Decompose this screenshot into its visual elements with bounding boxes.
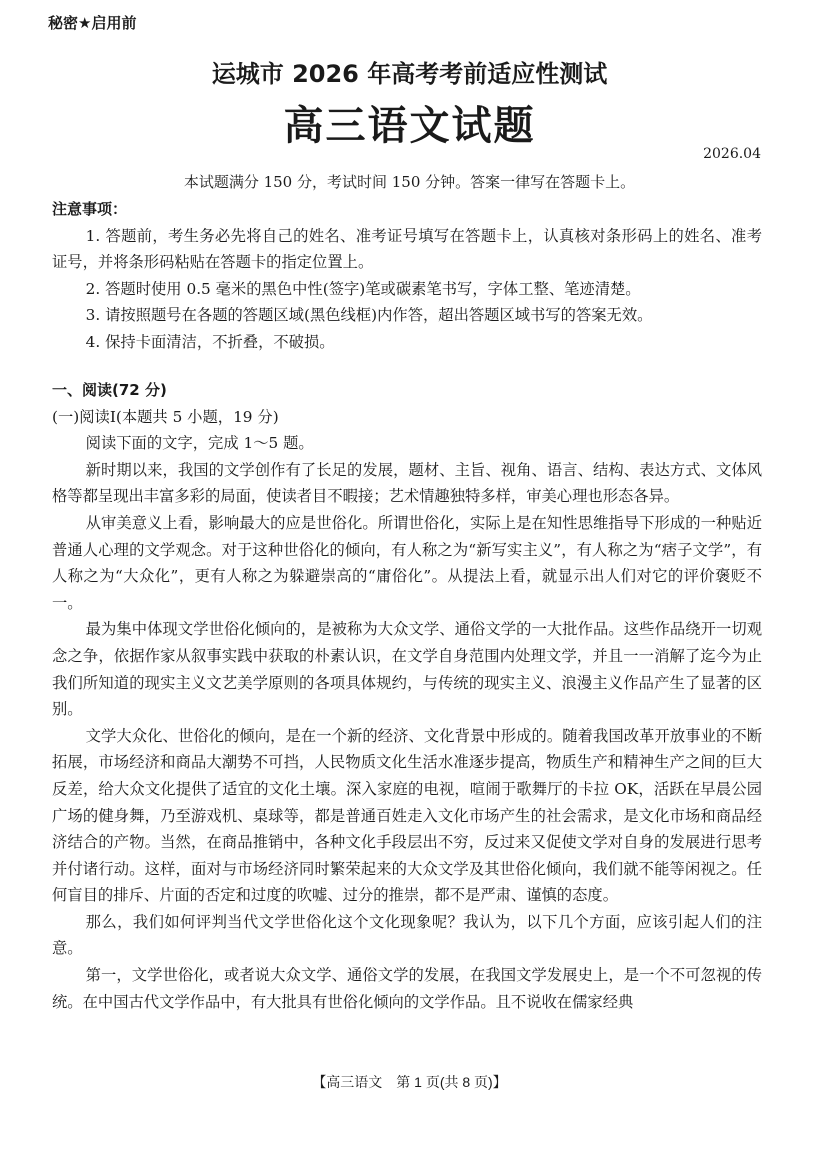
reading-section xyxy=(52,377,762,1015)
note-item: 4. 保持卡面清洁，不折叠，不破损。 xyxy=(85,332,335,351)
exam-title: 运城市 2026 年高考考前适应性测试 xyxy=(211,60,608,88)
exam-date: 2026.04 xyxy=(703,146,761,162)
note-item: 2. 答题时使用 0.5 毫米的黑色中性(签字)笔或碳素笔书写，字体工整、笔迹清楚。 xyxy=(85,279,641,298)
passage-paragraph: 第一，文学世俗化，或者说大众文学、通俗文学的发展，在我国文学发展史上，是一个不可忽视的传统。在中国古代文学作品中，有大批具有世俗化倾向的文学作品。且不说收在儒家经典 xyxy=(52,966,762,1011)
section-instruction: 阅读下面的文字，完成 1～5 题。 xyxy=(85,434,314,453)
notes-section xyxy=(52,196,762,356)
confidential-label: 秘密★启用前 xyxy=(48,14,137,32)
passage-paragraph: 新时期以来，我国的文学创作有了长足的发展，题材、主旨、视角、语言、结构、表达方式、文体风格等都呈现出丰富多彩的局面，使读者目不暇接；艺术情趣独特多样，审美心理也形态各异。 xyxy=(52,460,762,506)
note-item: 3. 请按照题号在各题的答题区域(黑色线框)内作答，超出答题区域书写的答案无效。 xyxy=(85,306,653,325)
passage-paragraph: 那么，我们如何评判当代文学世俗化这个文化现象呢？我认为，以下几个方面，应该引起人们的注意。 xyxy=(52,912,762,958)
passage-paragraph: 从审美意义上看，影响最大的应是世俗化。所谓世俗化，实际上是在知性思维指导下形成的一种贴近普通人心理的文学观念。对于这种世俗化的倾向，有人称之为“新写实主义”，有人称之为“痞子文学”，有人称之为“大众化”，更有人称之为躲避崇高的“庸俗化”。从提法上看，就显示出人们对它的评价褒贬不一。 xyxy=(52,513,762,612)
exam-intro: 本试题满分 150 分，考试时间 150 分钟。答案一律写在答题卡上。 xyxy=(183,173,636,191)
page-footer: 【高三语文 第 1 页(共 8 页)】 xyxy=(312,1074,507,1090)
passage-paragraph: 最为集中体现文学世俗化倾向的，是被称为大众文学、通俗文学的一大批作品。这些作品绕开一切观念之争，依据作家从叙事实践中获取的朴素认识，在文学自身范围内处理文学，并且一一消解了迄今为止我们所知道的现实主义文艺美学原则的各项具体规约，与传统的现实主义、浪漫主义作品产生了显著的区别。 xyxy=(52,620,762,719)
notes-heading: 注意事项： xyxy=(52,200,128,218)
section-title: 一、阅读(72 分) xyxy=(52,381,167,399)
section-subtitle: (一)阅读Ⅰ(本题共 5 小题，19 分) xyxy=(52,407,279,426)
note-item: 1. 答题前，考生务必先将自己的姓名、准考证号填写在答题卡上，认真核对条形码上的姓名、准考证号，并将条形码粘贴在答题卡的指定位置上。 xyxy=(52,226,762,272)
passage-paragraph: 文学大众化、世俗化的倾向，是在一个新的经济、文化背景中形成的。随着我国改革开放事业的不断拓展，市场经济和商品大潮势不可挡，人民物质文化生活水准逐步提高，物质生产和精神生产之间的巨大反差，给大众文化提供了适宜的文化土壤。深入家庭的电视，喧闹于歌舞厅的卡拉 OK，活跃在早晨公园广场的健身舞，乃至游戏机、桌球等，都是普通百姓走入文化市场产生的社会需求，是文化市场和商品经济结合的产物。当然，在商品推销中，各种文化手段层出不穷，反过来又促使文学对自身的发展进行思考并付诸行动。这样，面对与市场经济同时繁荣起来的大众文学及其世俗化倾向，我们就不能等闲视之。任何盲目的排斥、片面的否定和过度的吹嘘、过分的推崇，都不是严肃、谨慎的态度。 xyxy=(52,726,762,905)
paper-title: 高三语文试题 xyxy=(283,103,536,149)
